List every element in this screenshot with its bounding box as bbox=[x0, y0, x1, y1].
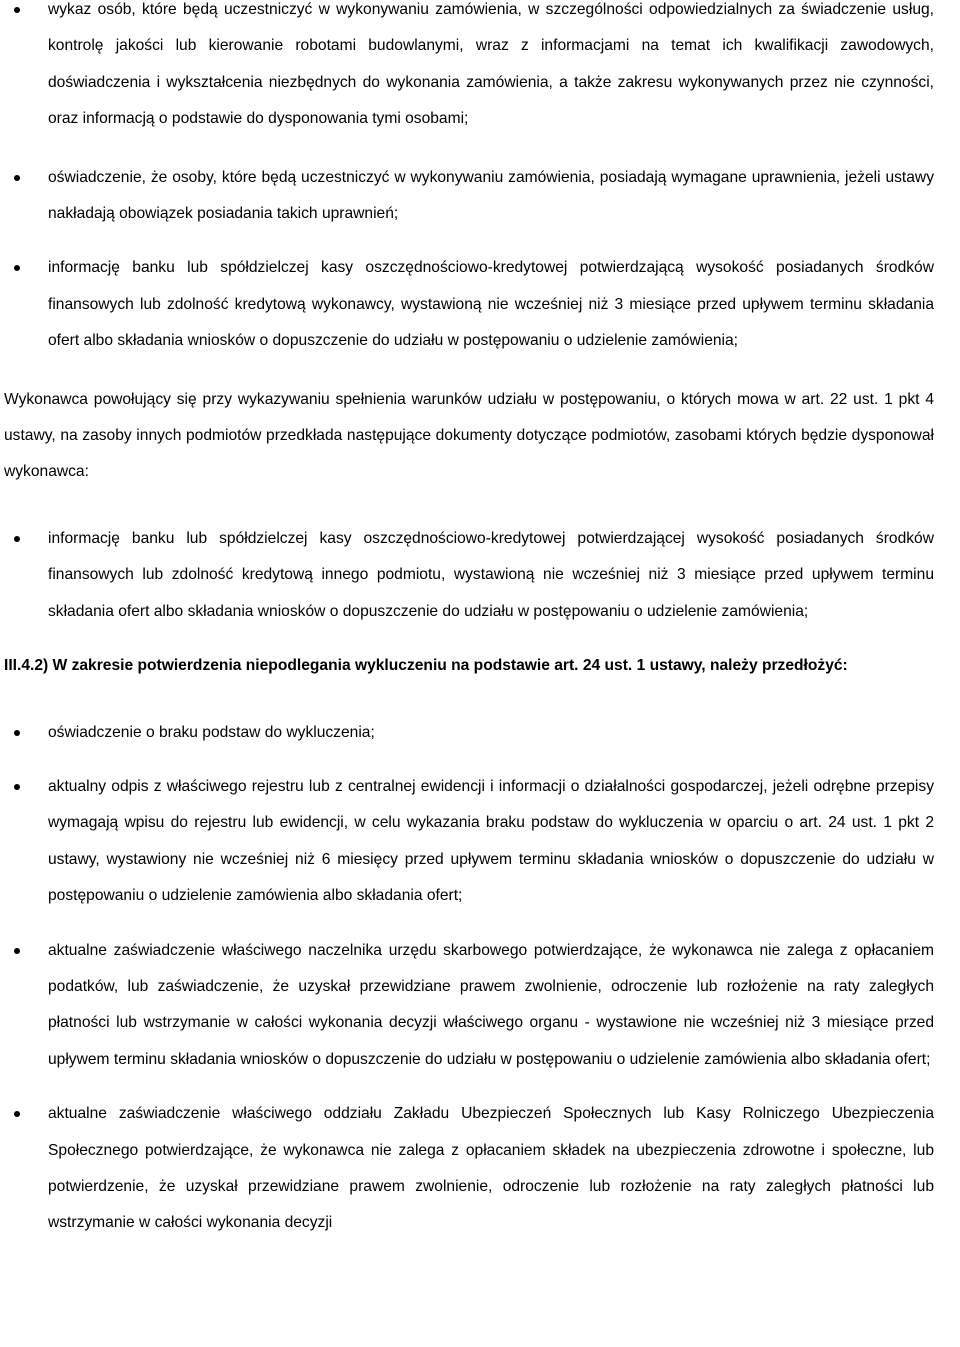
list-item bbox=[0, 769, 960, 915]
list-item bbox=[0, 160, 960, 233]
bullet-icon bbox=[14, 536, 20, 542]
list-item-text: informację banku lub spółdzielczej kasy oszczędnościowo-kredytowej potwierdzającą wysokość posiadanych środków finansowych lub zdolność kredytową wykonawcy, wystawioną nie wcześniej niż 3 miesiące przed upływem terminu składania ofert albo składania wniosków o dopuszczenie do udziału w postępowaniu o udzielenie zamówienia; bbox=[48, 259, 934, 350]
bullet-icon bbox=[14, 730, 20, 736]
spacer bbox=[0, 751, 960, 769]
bullet-icon bbox=[14, 175, 20, 181]
requirements-list-b bbox=[0, 521, 960, 630]
list-item bbox=[0, 0, 960, 138]
list-item-text: wykaz osób, które będą uczestniczyć w wykonywaniu zamówienia, w szczególności odpowiedzialnych za świadczenie usług, kontrolę jakości lub kierowanie robotami budowlanymi, wraz z informacjami na temat ich kwalifikacji zawodowych, doświadczenia i wykształcenia niezbędnych do wykonania zamówienia, a także zakresu wykonywanych przez nie czynności, oraz informacją o podstawie do dysponowania tymi osobami; bbox=[48, 1, 934, 128]
list-item-text: oświadczenie o braku podstaw do wykluczenia; bbox=[48, 723, 375, 741]
list-item bbox=[0, 521, 960, 630]
spacer bbox=[0, 685, 960, 715]
list-item bbox=[0, 715, 960, 751]
list-item bbox=[0, 250, 960, 359]
spacer bbox=[0, 138, 960, 160]
spacer bbox=[0, 915, 960, 933]
spacer bbox=[0, 232, 960, 250]
spacer bbox=[0, 491, 960, 521]
spacer bbox=[0, 630, 960, 648]
bullet-icon bbox=[14, 1111, 20, 1117]
list-item-text: informację banku lub spółdzielczej kasy oszczędnościowo-kredytowej potwierdzającej wysokość posiadanych środków finansowych lub zdolność kredytową innego podmiotu, wystawioną nie wcześniej niż 3 miesiące przed upływem terminu składania ofert albo składania wniosków o dopuszczenie do udziału w postępowaniu o udzielenie zamówienia; bbox=[48, 529, 934, 620]
list-item-text: oświadczenie, że osoby, które będą uczestniczyć w wykonywaniu zamówienia, posiadają wymagane uprawnienia, jeżeli ustawy nakładają obowiązek posiadania takich uprawnień; bbox=[48, 168, 934, 223]
list-item-text: aktualny odpis z właściwego rejestru lub z centralnej ewidencji i informacji o działalności gospodarczej, jeżeli odrębne przepisy wymagają wpisu do rejestru lub ewidencji, w celu wykazania braku podstaw do wykluczenia w oparciu o art. 24 ust. 1 pkt 2 ustawy, wystawiony nie wcześniej niż 6 miesięcy przed upływem terminu składania wniosków o dopuszczenie do udziału w postępowaniu o udzielenie zamówienia albo składania ofert; bbox=[48, 777, 934, 905]
resources-paragraph: Wykonawca powołujący się przy wykazywaniu spełnienia warunków udziału w postępowaniu, o których mowa w art. 22 ust. 1 pkt 4 ustawy, na zasoby innych podmiotów przedkłada następujące dokumenty dotyczące podmiotów, zasobami których będzie dysponował wykonawca: bbox=[4, 390, 934, 481]
bullet-icon bbox=[14, 265, 20, 271]
spacer bbox=[0, 1078, 960, 1096]
list-item-text: aktualne zaświadczenie właściwego oddziału Zakładu Ubezpieczeń Społecznych lub Kasy Rolniczego Ubezpieczenia Społecznego potwierdzające, że wykonawca nie zalega z opłacaniem składek na ubezpieczenia zdrowotne i społeczne, lub potwierdzenie, że uzyskał przewidziane prawem zwolnienie, odroczenie lub rozłożenie na raty zaległych płatności lub wstrzymanie w całości wykonania decyzji bbox=[48, 1105, 934, 1232]
spacer bbox=[0, 360, 960, 382]
bullet-icon bbox=[14, 7, 20, 13]
section-heading: III.4.2) W zakresie potwierdzenia niepodlegania wykluczeniu na podstawie art. 24 ust. 1 ustawy, należy przedłożyć: bbox=[4, 657, 848, 675]
list-item bbox=[0, 1096, 960, 1242]
bullet-icon bbox=[14, 948, 20, 954]
requirements-list-a bbox=[0, 0, 960, 360]
exclusion-documents-list bbox=[0, 715, 960, 1242]
list-item-text: aktualne zaświadczenie właściwego naczelnika urzędu skarbowego potwierdzające, że wykonawca nie zalega z opłacaniem podatków, lub zaświadczenie, że uzyskał przewidziane prawem zwolnienie, odroczenie lub rozłożenie na raty zaległych płatności lub wstrzymanie w całości wykonania decyzji właściwego organu - wystawione nie wcześniej niż 3 miesiące przed upływem terminu składania wniosków o dopuszczenie do udziału w postępowaniu o udzielenie zamówienia albo składania ofert; bbox=[48, 941, 934, 1068]
bullet-icon bbox=[14, 784, 20, 790]
list-item bbox=[0, 933, 960, 1079]
